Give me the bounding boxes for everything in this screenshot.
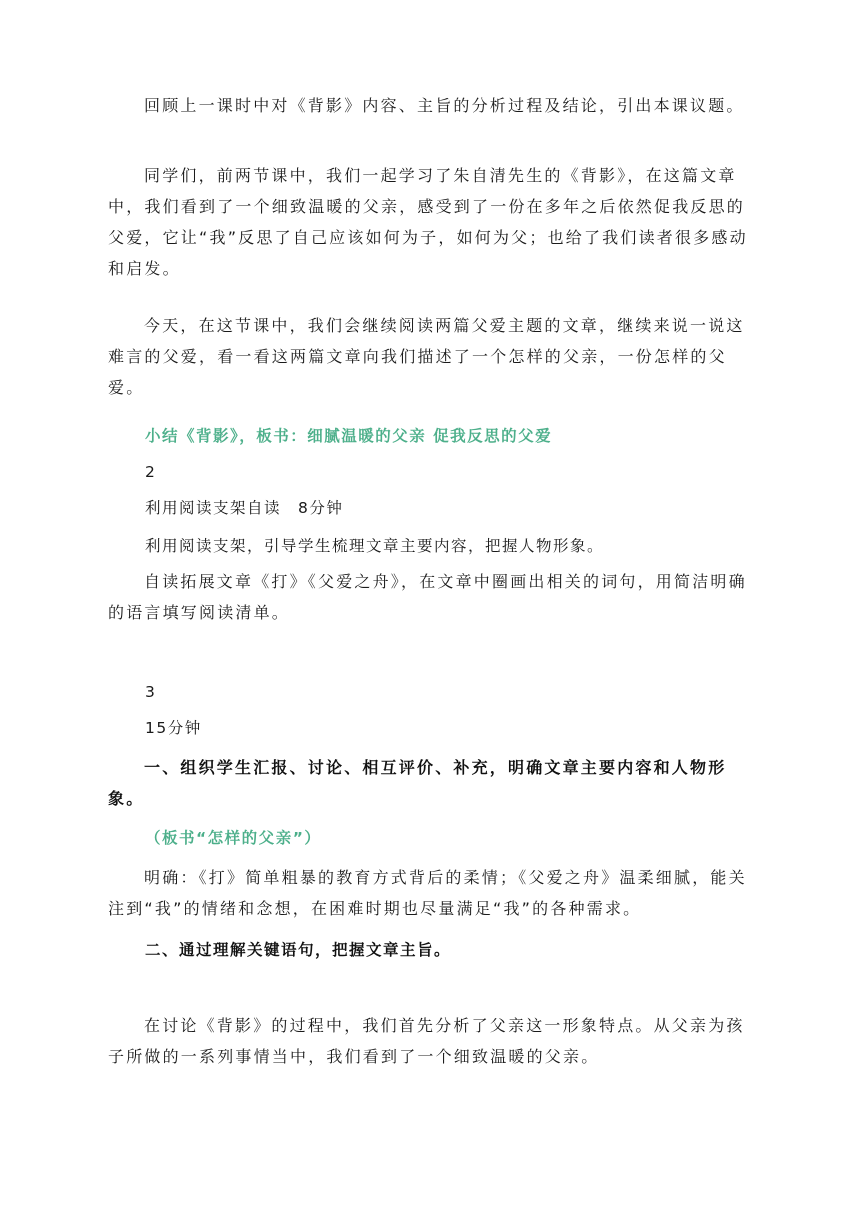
paragraph-today: 今天，在这节课中，我们会继续阅读两篇父爱主题的文章，继续来说一说这难言的父爱，看一看这两篇文章向我们描述了一个怎样的父亲，一份怎样的父爱。 (108, 316, 745, 397)
step3-point-one: 一、组织学生汇报、讨论、相互评价、补充，明确文章主要内容和人物形象。 (108, 758, 727, 808)
paragraph-discussion: 在讨论《背影》的过程中，我们首先分析了父亲这一形象特点。从父亲为孩子所做的一系列事情当中，我们看到了一个细致温暖的父亲。 (108, 1016, 745, 1066)
paragraph-intro: 同学们，前两节课中，我们一起学习了朱自清先生的《背影》，在这篇文章中，我们看到了一个细致温暖的父亲，感受到了一份在多年之后依然促我反思的父爱，它让“我”反思了自己应该如何为子，如何为父；也给了我们读者很多感动和启发。 (108, 166, 748, 278)
summary-board-note: 小结《背影》，板书：细腻温暖的父亲 促我反思的父爱 (145, 427, 553, 445)
step-number-2: 2 (145, 463, 157, 481)
step-number-3: 3 (145, 683, 157, 701)
step3-clarification: 明确：《打》简单粗暴的教育方式背后的柔情；《父爱之舟》温柔细腻，能关注到“我”的情绪和念想，在困难时期也尽量满足“我”的各种需求。 (108, 868, 747, 918)
step2-title: 利用阅读支架自读 8分钟 (145, 499, 344, 517)
step3-point-two: 二、通过理解关键语句，把握文章主旨。 (145, 941, 452, 959)
step2-description: 利用阅读支架，引导学生梳理文章主要内容，把握人物形象。 (145, 537, 605, 555)
step2-task: 自读拓展文章《打》《父爱之舟》，在文章中圈画出相关的词句，用简洁明确的语言填写阅读清单。 (108, 572, 747, 622)
paragraph-review: 回顾上一课时中对《背影》内容、主旨的分析过程及结论，引出本课议题。 (144, 96, 745, 115)
step3-time: 15分钟 (145, 719, 202, 737)
board-note-father: （板书“怎样的父亲”） (145, 829, 322, 847)
